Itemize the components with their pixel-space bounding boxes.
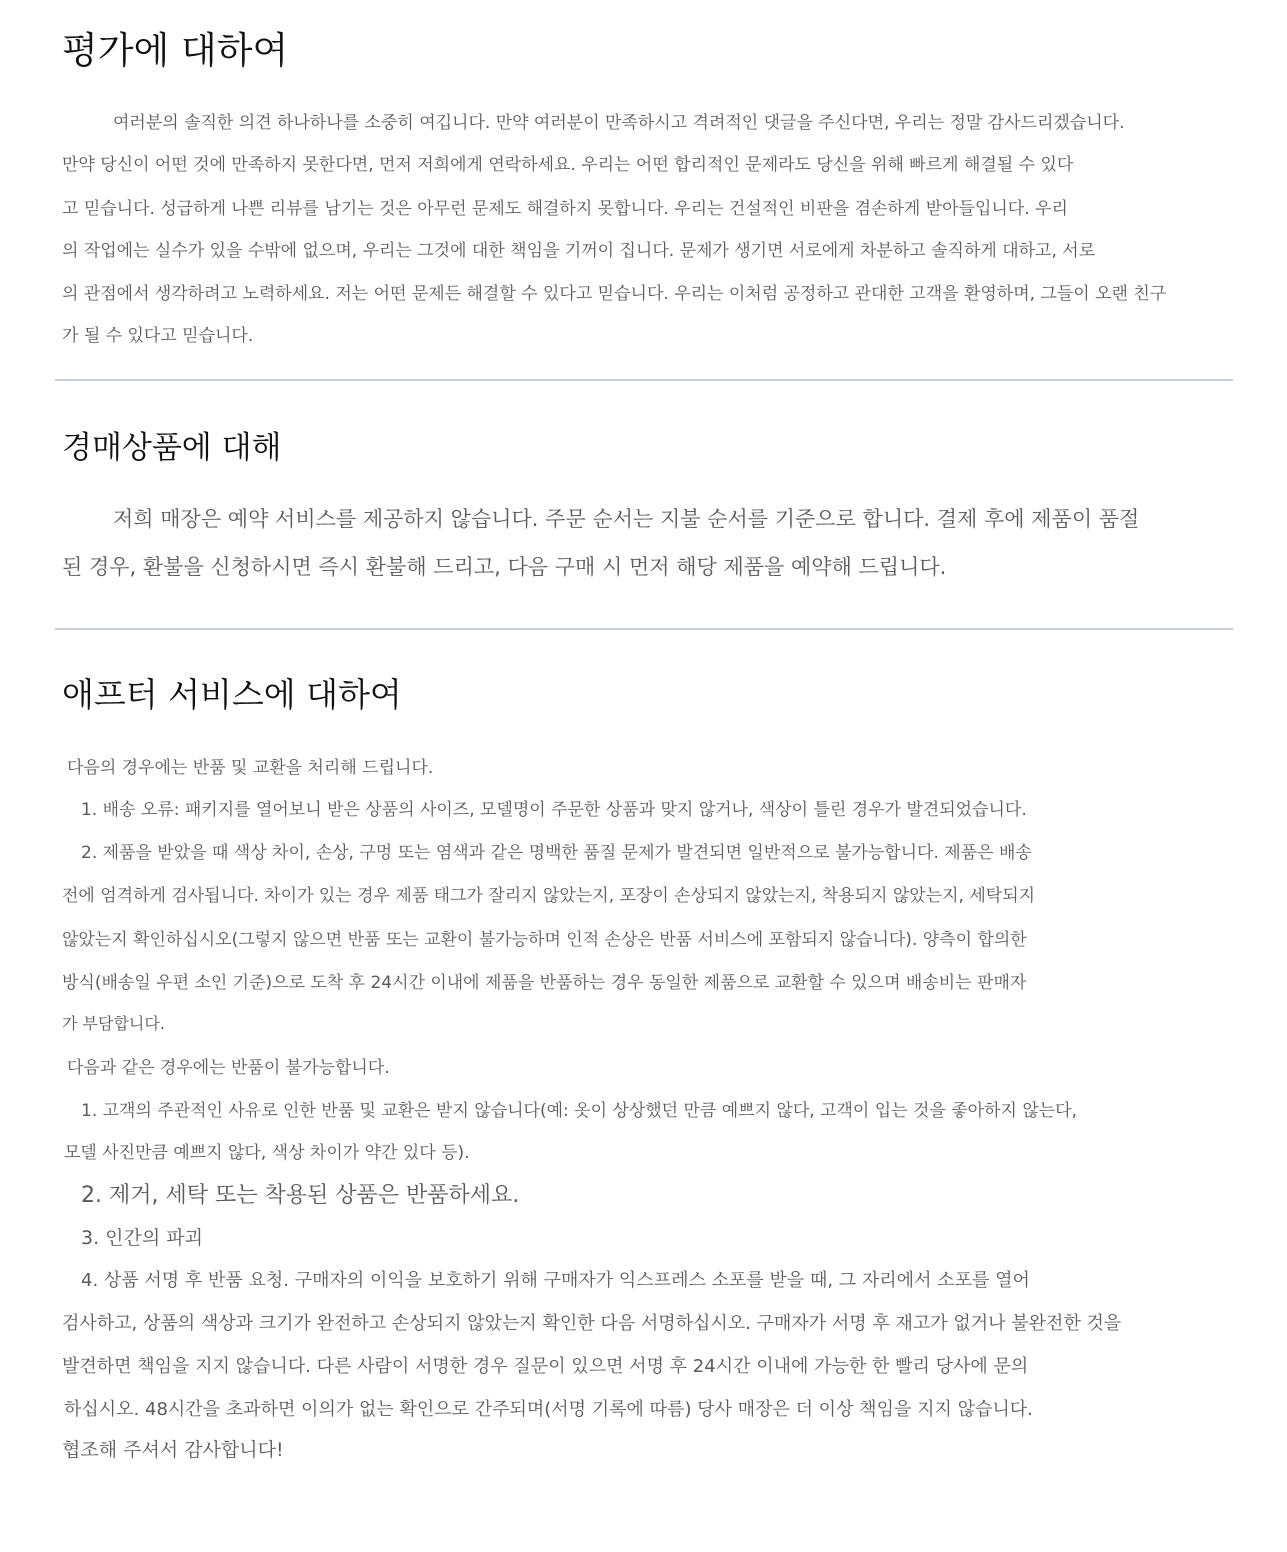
after-service-line: 1. 고객의 주관적인 사유로 인한 반품 및 교환은 받지 않습니다(예: 옷이 상상했던 만큼 예쁘지 않다, 고객이 입는 것을 좋아하지 않는다, [81, 1101, 1078, 1121]
after-service-line: 발견하면 책임을 지지 않습니다. 다른 사람이 서명한 경우 질문이 있으면 서명 후 24시간 이내에 가능한 한 빨리 당사에 문의 [62, 1356, 1029, 1377]
after-service-line: 다음의 경우에는 반품 및 교환을 처리해 드립니다. [67, 758, 434, 778]
after-service-line: 가 부담합니다. [62, 1014, 165, 1033]
evaluation-line: 의 작업에는 실수가 있을 수밖에 없으며, 우리는 그것에 대한 책임을 기꺼이 집니다. 문제가 생기면 서로에게 차분하고 솔직하게 대하고, 서로 [62, 241, 1096, 261]
after-service-line: 방식(배송일 우편 소인 기준)으로 도착 후 24시간 이내에 제품을 반품하는 경우 동일한 제품으로 교환할 수 있으며 배송비는 판매자 [62, 973, 1027, 993]
after-service-line: 협조해 주셔서 감사합니다! [62, 1439, 284, 1461]
section-divider [55, 379, 1233, 381]
after-service-line: 2. 제품을 받았을 때 색상 차이, 손상, 구멍 또는 염색과 같은 명백한 품질 문제가 발견되면 일반적으로 불가능합니다. 제품은 배송 [81, 843, 1032, 863]
after-service-line: 2. 제거, 세탁 또는 착용된 상품은 반품하세요. [81, 1183, 520, 1208]
after-service-line: 않았는지 확인하십시오(그렇지 않으면 반품 또는 교환이 불가능하며 인적 손상은 반품 서비스에 포함되지 않습니다). 양측이 합의한 [62, 930, 1027, 950]
evaluation-line: 여러분의 솔직한 의견 하나하나를 소중히 여깁니다. 만약 여러분이 만족하시고 격려적인 댓글을 주신다면, 우리는 정말 감사드리겠습니다. [113, 113, 1125, 133]
auction-line: 저희 매장은 예약 서비스를 제공하지 않습니다. 주문 순서는 지불 순서를 기준으로 합니다. 결제 후에 제품이 품절 [113, 507, 1140, 531]
evaluation-title: 평가에 대하여 [62, 29, 289, 72]
evaluation-line: 만약 당신이 어떤 것에 만족하지 못한다면, 먼저 저희에게 연락하세요. 우리는 어떤 합리적인 문제라도 당신을 위해 빠르게 해결될 수 있다 [62, 155, 1074, 175]
evaluation-line: 의 관점에서 생각하려고 노력하세요. 저는 어떤 문제든 해결할 수 있다고 믿습니다. 우리는 이처럼 공정하고 관대한 고객을 환영하며, 그들이 오랜 친구 [62, 284, 1167, 304]
after-service-line: 다음과 같은 경우에는 반품이 불가능합니다. [67, 1058, 390, 1078]
after-service-line: 하십시오. 48시간을 초과하면 이의가 없는 확인으로 간주되며(서명 기록에 따름) 당사 매장은 더 이상 책임을 지지 않습니다. [64, 1399, 1033, 1420]
after-service-title: 애프터 서비스에 대하여 [62, 675, 402, 714]
evaluation-line: 가 될 수 있다고 믿습니다. [62, 326, 254, 346]
after-service-line: 검사하고, 상품의 색상과 크기가 완전하고 손상되지 않았는지 확인한 다음 서명하십시오. 구매자가 서명 후 재고가 없거나 불완전한 것을 [62, 1313, 1122, 1334]
after-service-line: 전에 엄격하게 검사됩니다. 차이가 있는 경우 제품 태그가 잘리지 않았는지, 포장이 손상되지 않았는지, 착용되지 않았는지, 세탁되지 [62, 886, 1036, 906]
section-divider [55, 628, 1233, 630]
auction-title: 경매상품에 대해 [62, 430, 282, 466]
after-service-line: 1. 배송 오류: 패키지를 열어보니 받은 상품의 사이즈, 모델명이 주문한 상품과 맞지 않거나, 색상이 틀린 경우가 발견되었습니다. [81, 800, 1027, 820]
after-service-line: 모델 사진만큼 예쁘지 않다, 색상 차이가 약간 있다 등). [64, 1143, 470, 1163]
after-service-line: 3. 인간의 파괴 [81, 1227, 203, 1249]
auction-line: 된 경우, 환불을 신청하시면 즉시 환불해 드리고, 다음 구매 시 먼저 해당 제품을 예약해 드립니다. [62, 555, 947, 579]
after-service-line: 4. 상품 서명 후 반품 요청. 구매자의 이익을 보호하기 위해 구매자가 익스프레스 소포를 받을 때, 그 자리에서 소포를 열어 [81, 1270, 1030, 1291]
evaluation-line: 고 믿습니다. 성급하게 나쁜 리뷰를 남기는 것은 아무런 문제도 해결하지 못합니다. 우리는 건설적인 비판을 겸손하게 받아들입니다. 우리 [62, 199, 1068, 219]
